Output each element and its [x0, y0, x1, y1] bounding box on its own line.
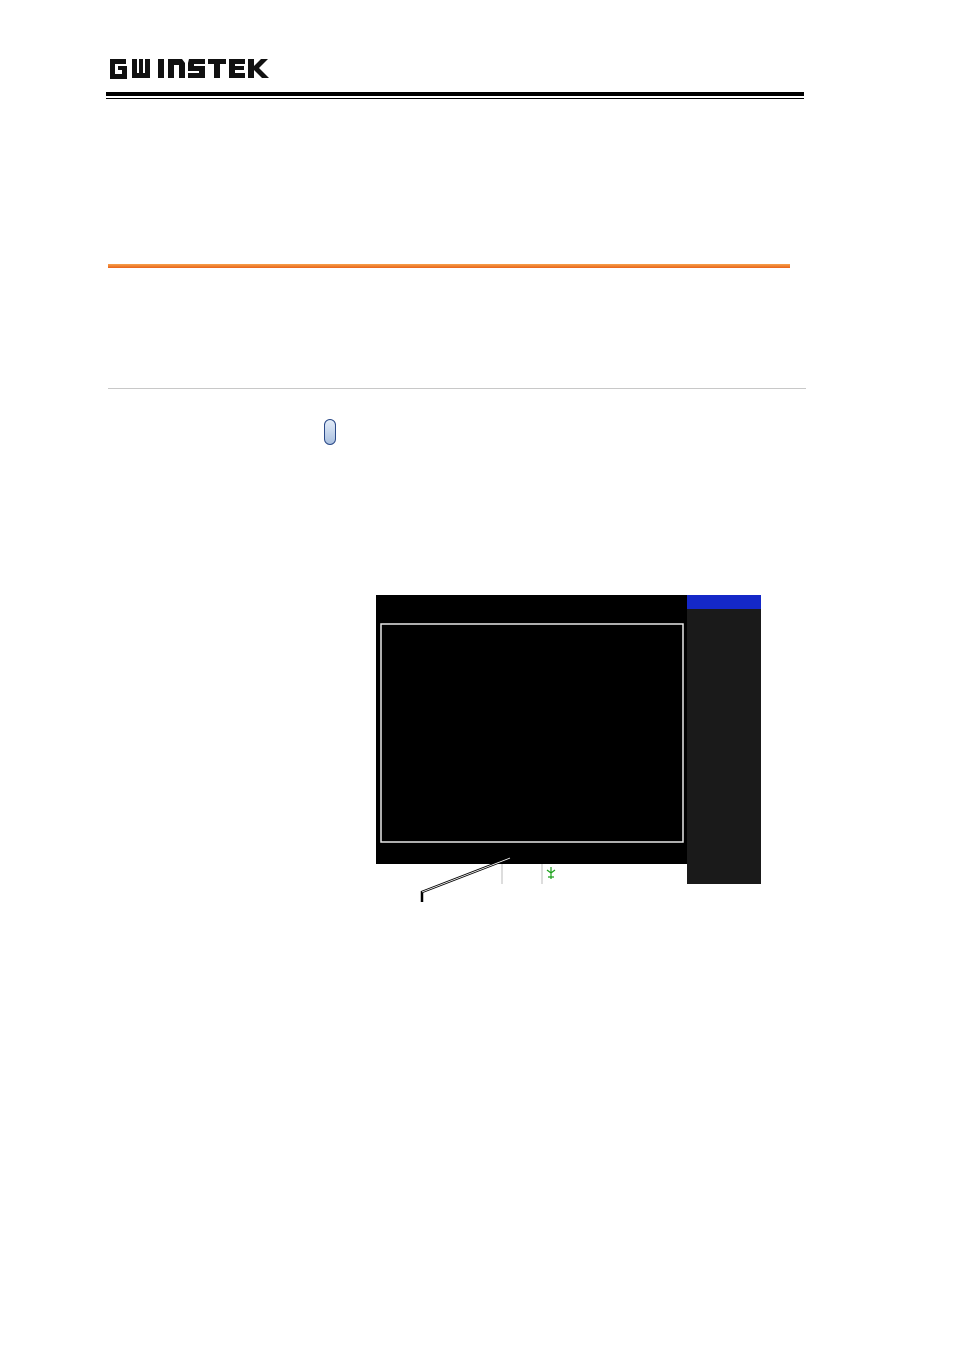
analyzer-screenshot: [376, 595, 761, 884]
header-rule-thick: [106, 92, 804, 96]
softkey-panel: [687, 595, 761, 884]
description-divider: [108, 388, 806, 389]
step-text-line1: [318, 419, 346, 445]
callout-pointer: [416, 852, 526, 908]
subsection-rule: [108, 264, 790, 268]
menu-title-bar: [687, 595, 761, 609]
gw-instek-logo: [108, 55, 280, 88]
analyzer-display: [376, 595, 761, 884]
frequency-key-button: [324, 419, 336, 445]
graticule-frame: [381, 624, 683, 842]
header-rule-thin: [106, 98, 804, 99]
logo-graphic: [108, 55, 280, 83]
